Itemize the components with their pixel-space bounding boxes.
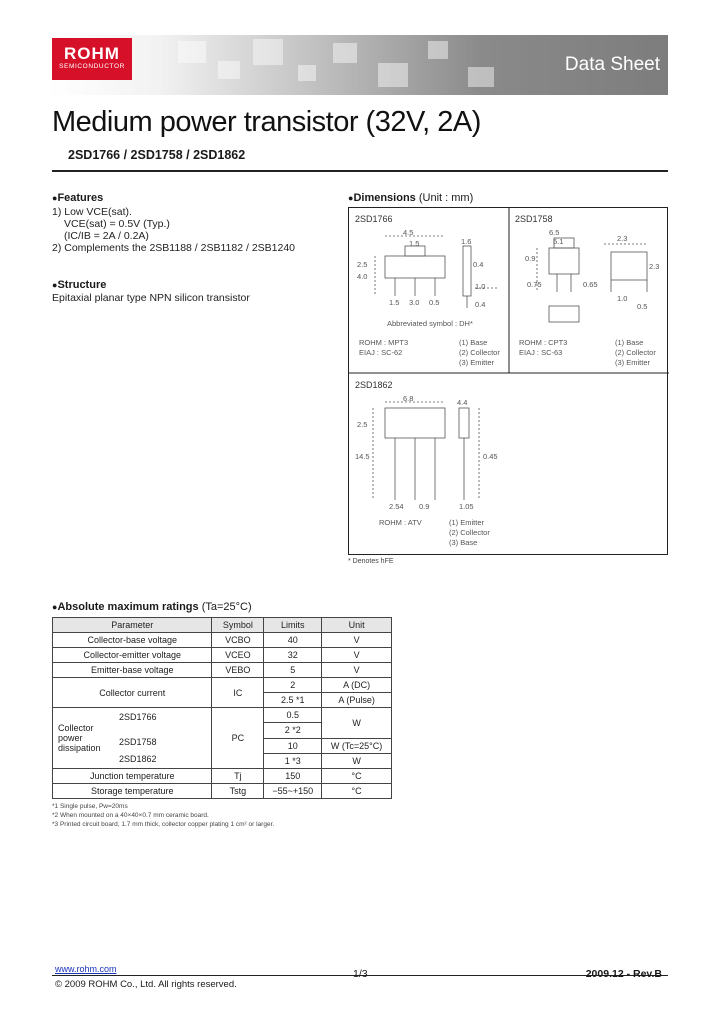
- copyright: © 2009 ROHM Co., Ltd. All rights reserved.: [55, 979, 237, 990]
- dim-value: 0.4: [473, 260, 484, 269]
- banner-decoration: [468, 67, 494, 87]
- symbol-cell: VCBO: [212, 633, 264, 648]
- pkg-b-name: 2SD1758: [515, 214, 553, 224]
- banner-decoration: [218, 61, 240, 79]
- dim-value: 14.5: [355, 452, 370, 461]
- limit-cell: 5: [264, 663, 322, 678]
- part-label: 2SD1758: [119, 736, 157, 747]
- feature-line: 2) Complements the 2SB1188 / 2SB1182 / 2SB1240: [52, 242, 296, 254]
- revision: 2009.12 - Rev.B: [585, 968, 662, 980]
- dimension-note: * Denotes hFE: [348, 558, 394, 565]
- part-label: 2SD1766: [119, 711, 157, 722]
- feature-line: (IC/IB = 2A / 0.2A): [64, 230, 149, 242]
- pin-label: (3) Base: [449, 538, 478, 547]
- unit-cell: °C: [322, 769, 392, 784]
- param-cell: Emitter-base voltage: [53, 663, 212, 678]
- symbol-cell: Tstg: [212, 784, 264, 799]
- dim-value: 4.0: [357, 272, 368, 281]
- pin-label: (3) Emitter: [459, 358, 495, 367]
- banner-decoration: [178, 41, 206, 63]
- footnote: *3 Printed circuit board, 1.7 mm thick, collector copper plating 1 cm² or larger.: [52, 821, 275, 828]
- limit-cell: 1 *3: [264, 753, 322, 768]
- dim-value: 0.65: [583, 280, 598, 289]
- pin-label: (2) Collector: [449, 528, 490, 537]
- footnote: *2 When mounted on a 40×40×0.7 mm ceramic board.: [52, 812, 209, 819]
- table-row: [53, 784, 392, 799]
- banner-decoration: [428, 41, 448, 59]
- table-row: [53, 648, 392, 663]
- feature-line: VCE(sat) = 0.5V (Typ.): [64, 218, 170, 230]
- param-line: Collector: [58, 723, 94, 733]
- doc-type-label: Data Sheet: [564, 54, 660, 75]
- table-header-row: [53, 618, 392, 633]
- table-row: [53, 633, 392, 648]
- pkg-c-rohm: ROHM : ATV: [379, 518, 422, 527]
- feature-line: 1) Low VCE(sat).: [52, 206, 132, 218]
- part-numbers: 2SD1766 / 2SD1758 / 2SD1862: [68, 148, 246, 162]
- bullet-icon: ●: [348, 193, 354, 203]
- title-divider: [52, 170, 668, 172]
- dim-value: 6.5: [549, 228, 560, 237]
- dim-value: 4.4: [457, 398, 468, 407]
- dim-value: 2.3: [617, 234, 628, 243]
- dim-value: 6.8: [403, 394, 414, 403]
- ratings-table: [52, 617, 392, 799]
- pin-label: (2) Collector: [459, 348, 500, 357]
- unit-cell: W: [322, 753, 392, 768]
- limit-cell: 10: [264, 738, 322, 753]
- part-label: 2SD1862: [119, 754, 157, 765]
- page-title: Medium power transistor (32V, 2A): [52, 106, 481, 138]
- dim-value: 1.5: [389, 298, 400, 307]
- limit-cell: 2.5 *1: [264, 693, 322, 708]
- dim-value: 0.75: [527, 280, 542, 289]
- features-heading: ●Features: [52, 192, 104, 204]
- param-cell: Collector-emitter voltage: [53, 648, 212, 663]
- unit-cell: V: [322, 663, 392, 678]
- abbrev-symbol: Abbreviated symbol : DH*: [387, 319, 473, 328]
- column-header: Limits: [264, 618, 322, 633]
- logo-text: ROHM: [64, 44, 120, 63]
- param-cell: Storage temperature: [53, 784, 212, 799]
- pkg-a-rohm: ROHM : MPT3: [359, 338, 409, 347]
- table-row: [53, 678, 392, 693]
- unit-cell: W: [322, 708, 392, 739]
- pkg-a-name: 2SD1766: [355, 214, 393, 224]
- symbol-cell: VCEO: [212, 648, 264, 663]
- param-line: power: [58, 733, 83, 743]
- unit-cell: °C: [322, 784, 392, 799]
- bullet-icon: ●: [52, 193, 58, 203]
- column-header: Unit: [322, 618, 392, 633]
- dim-value: 2.5: [357, 420, 368, 429]
- dimensions-heading: ●Dimensions (Unit : mm): [348, 192, 474, 204]
- dim-value: 2.5: [357, 260, 368, 269]
- rohm-website-link[interactable]: www.rohm.com: [55, 964, 117, 974]
- dim-value: 0.5: [429, 298, 440, 307]
- pkg-a-eiaj: EIAJ : SC-62: [359, 348, 403, 357]
- limit-cell: 2: [264, 678, 322, 693]
- limit-cell: 32: [264, 648, 322, 663]
- banner-decoration: [333, 43, 357, 63]
- table-row: [53, 769, 392, 784]
- dim-value: 1.0: [475, 282, 486, 291]
- rohm-logo: [52, 38, 132, 80]
- dim-value: 0.9: [525, 254, 536, 263]
- pin-label: (1) Base: [615, 338, 644, 347]
- dimensions-box: [348, 207, 668, 555]
- param-cell: [53, 708, 212, 769]
- footnote: *1 Single pulse, Pw=20ms: [52, 803, 128, 810]
- dim-value: 3.0: [409, 298, 420, 307]
- dim-value: 5.1: [553, 237, 564, 246]
- dim-value: 4.5: [403, 228, 414, 237]
- dim-value: 0.5: [637, 302, 648, 311]
- pkg-b-rohm: ROHM : CPT3: [519, 338, 568, 347]
- symbol-cell: PC: [212, 708, 264, 769]
- table-row: [53, 663, 392, 678]
- dim-value: 0.4: [475, 300, 486, 309]
- bullet-icon: ●: [52, 602, 58, 612]
- atv-package-drawing: [373, 402, 479, 500]
- table-row: [53, 708, 392, 723]
- limit-cell: 40: [264, 633, 322, 648]
- column-header: Symbol: [212, 618, 264, 633]
- banner-decoration: [253, 39, 283, 65]
- column-header: Parameter: [53, 618, 212, 633]
- page-number: 1/3: [353, 968, 368, 980]
- param-cell: Collector-base voltage: [53, 633, 212, 648]
- unit-cell: V: [322, 633, 392, 648]
- bullet-icon: ●: [52, 280, 58, 290]
- dim-value: 1.6: [461, 237, 472, 246]
- dim-value: 2.54: [389, 502, 404, 511]
- dim-value: 0.45: [483, 452, 498, 461]
- limit-cell: 2 *2: [264, 723, 322, 738]
- pin-label: (1) Base: [459, 338, 488, 347]
- unit-cell: W (Tc=25°C): [322, 738, 392, 753]
- symbol-cell: VEBO: [212, 663, 264, 678]
- pkg-c-name: 2SD1862: [355, 380, 393, 390]
- pin-label: (1) Emitter: [449, 518, 485, 527]
- structure-text: Epitaxial planar type NPN silicon transistor: [52, 292, 250, 304]
- unit-cell: A (DC): [322, 678, 392, 693]
- dim-value: 0.9: [419, 502, 430, 511]
- symbol-cell: Tj: [212, 769, 264, 784]
- pin-label: (3) Emitter: [615, 358, 651, 367]
- unit-cell: V: [322, 648, 392, 663]
- symbol-cell: IC: [212, 678, 264, 708]
- param-cell: Collector current: [53, 678, 212, 708]
- pkg-b-eiaj: EIAJ : SC-63: [519, 348, 563, 357]
- param-line: dissipation: [58, 743, 101, 753]
- banner-decoration: [298, 65, 316, 81]
- dim-value: 1.0: [617, 294, 628, 303]
- logo-subtext: SEMICONDUCTOR: [59, 63, 125, 70]
- limit-cell: 0.5: [264, 708, 322, 723]
- structure-heading: ●Structure: [52, 279, 107, 291]
- dim-value: 1.5: [409, 239, 420, 248]
- dim-value: 2.3: [649, 262, 660, 271]
- banner-decoration: [378, 63, 408, 87]
- limit-cell: 150: [264, 769, 322, 784]
- param-cell: Junction temperature: [53, 769, 212, 784]
- limit-cell: −55~+150: [264, 784, 322, 799]
- ratings-heading: ●Absolute maximum ratings (Ta=25°C): [52, 601, 252, 613]
- unit-cell: A (Pulse): [322, 693, 392, 708]
- dim-value: 1.05: [459, 502, 474, 511]
- pin-label: (2) Collector: [615, 348, 656, 357]
